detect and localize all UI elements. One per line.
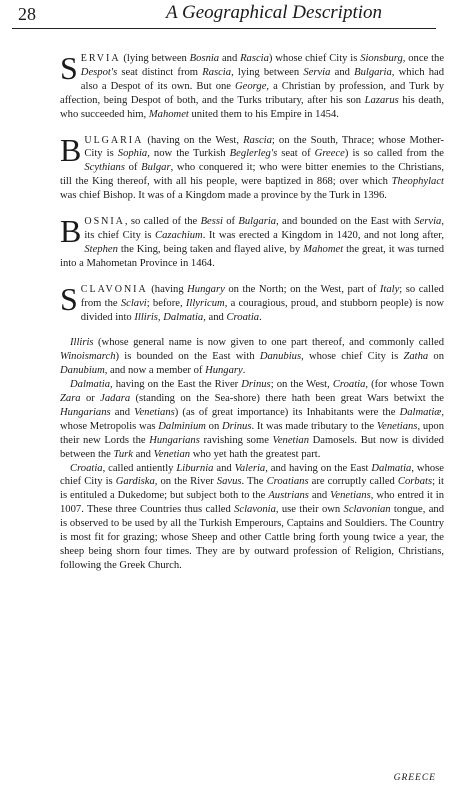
page-number: 28 (18, 4, 36, 24)
text-run: , lying between (231, 66, 304, 78)
text-run: , (for whose Town (365, 379, 444, 391)
text-run: ) is so called from the (344, 148, 444, 160)
text-run: was chief Bishop. It was of a Kingdom made a province by the Turk in 1396. (60, 190, 387, 202)
text-run: ) is bounded on the East with (115, 351, 260, 363)
text-run: , which had also a Despot of its own. But one (80, 66, 445, 92)
italic-text: Dalmatia (371, 462, 412, 474)
text-run: , who entred it in 1007. These three Countries thus called (60, 490, 444, 516)
italic-text: Rascia (243, 134, 272, 146)
italic-text: Bulgaria (238, 216, 277, 228)
paragraph (60, 280, 444, 325)
italic-text: Hungarians (149, 434, 200, 446)
text-run: ; before, (146, 297, 186, 309)
text-run: and (308, 490, 331, 502)
italic-text: Bessi (200, 216, 223, 228)
text-run: on (428, 351, 444, 363)
text-run: ; it is entituled a Dukedome; but subject both to the (60, 476, 444, 502)
italic-text: Sionsburg (360, 53, 403, 64)
text-run: , whose Metropolis was (60, 406, 445, 432)
italic-text: Scythians (84, 162, 125, 174)
italic-text: Mahomet (148, 108, 189, 120)
text-run: Damosels. But now is divided between the (60, 434, 444, 460)
text-run: , and (203, 311, 227, 323)
text-run: ; so called from the (80, 283, 444, 309)
italic-text: Illiris (134, 311, 158, 323)
page-header (12, 0, 436, 29)
text-run: . (259, 311, 262, 323)
italic-text: Rascia (202, 66, 232, 78)
italic-text: Savus (216, 476, 242, 488)
italic-text: Cazachium (155, 229, 203, 241)
italic-text: Valeria (234, 462, 266, 474)
italic-text: Sclavonia (234, 504, 276, 516)
text-run: . (242, 365, 246, 377)
catchword: GREECE (393, 773, 436, 783)
paragraph (60, 215, 444, 271)
italic-text: Gardiska (115, 476, 155, 488)
italic-text: Sophia (117, 148, 148, 160)
text-run: . The (241, 476, 267, 488)
italic-text: Venetian (153, 448, 191, 460)
text-run: (having on the West, (143, 134, 244, 146)
italic-text: Venetians (376, 420, 418, 432)
italic-text: Zatha (403, 351, 429, 363)
text-run: , (157, 311, 164, 323)
italic-text: Hungary (187, 283, 225, 295)
italic-text: Mahomet (303, 243, 344, 255)
italic-text: Drinus (241, 379, 271, 391)
text-run: , and having on the East (265, 462, 372, 474)
text-run: , so called of the (124, 216, 201, 228)
text-run: of (222, 216, 239, 228)
italic-text: Croatia (226, 311, 260, 323)
italic-text: Bosnia (189, 53, 220, 64)
italic-text: Servia (303, 66, 331, 78)
text-run: , on the River (154, 476, 217, 488)
italic-text: Hungarians (60, 406, 111, 418)
italic-text: Venetians (330, 490, 371, 502)
text-run: , a Christian by profession, and Turk by affection, being Despot of both, and the Turks tributary, after his son (60, 80, 445, 106)
text-run: , whose chief City is (301, 351, 404, 363)
italic-text: Venetian (272, 434, 310, 446)
drop-cap: B (60, 213, 82, 250)
text-run: , having on the East the River (110, 379, 242, 391)
text-run: , and now a member of (104, 365, 206, 377)
italic-text: Beglerleg's (229, 148, 278, 160)
text-run: , who conquered it; who were bitter enemies to the Christians, till the King thereof, with all his people, were baptized in 868; over which (60, 162, 444, 188)
text-run: , now the Turkish (147, 148, 230, 160)
italic-text: Zara (60, 393, 81, 405)
text-run: (standing on the Sea-shore) there hath been great Wars betwixt the (130, 393, 444, 405)
italic-text: Greece (314, 148, 345, 160)
italic-text: Bulgar (141, 162, 171, 174)
text-run: the King, being taken and flayed alive, by (117, 243, 304, 255)
italic-text: Venetians (134, 406, 175, 418)
italic-text: Theophylact (391, 176, 444, 188)
text-run: who yet hath the greatest part. (190, 448, 321, 460)
text-run: are corruptly called (308, 476, 398, 488)
italic-text: Dalminium (158, 420, 206, 432)
italic-text: Dalmatia (163, 311, 204, 323)
italic-text: Croatians (266, 476, 309, 488)
italic-text: Croatia (332, 379, 366, 391)
text-run: his death, who succeeded him, (60, 94, 444, 120)
text-run: , called antiently (102, 462, 177, 474)
page-body (60, 52, 444, 573)
italic-text: Despot's (80, 66, 118, 78)
text-run: (whose general name is now given to one part thereof, and commonly called (93, 337, 444, 349)
text-run: (lying between (120, 53, 190, 64)
text-run: (having (147, 283, 188, 295)
italic-text: Lazarus (364, 94, 399, 106)
text-run: of (124, 162, 142, 174)
italic-text: Illyricum (185, 297, 225, 309)
italic-text: Hungary (205, 365, 243, 377)
italic-text: Danubium (60, 365, 105, 377)
text-run: , a couragious, proud, and stubborn people) is now divided into (80, 297, 444, 323)
text-run: the great, it was turned into a Mahometan Province in 1464. (60, 243, 445, 269)
text-run: , once the (402, 53, 445, 64)
text-run: ravishing some (199, 434, 273, 446)
text-run: on the North; on the West, part of (224, 283, 380, 295)
paragraph (60, 131, 445, 204)
text-run: , use their own (275, 504, 344, 516)
text-run: seat distinct from (117, 66, 203, 78)
italic-text: Danubius (259, 351, 302, 363)
text-run: , its chief City is (84, 216, 445, 241)
paragraph (60, 462, 444, 573)
text-run: and (132, 448, 154, 460)
text-run: and (110, 406, 135, 418)
text-run: and (219, 53, 241, 64)
text-run: . It was made tributary to the (251, 420, 377, 432)
italic-text: Sclavi (120, 297, 147, 309)
text-run: , whose chief City is (60, 462, 445, 488)
drop-cap: S (60, 280, 78, 317)
text-run: and (213, 462, 235, 474)
text-run: and (330, 66, 355, 78)
italic-text: Dalmatiæ (399, 406, 442, 418)
lead-word: OSNIA (84, 216, 125, 228)
text-run: ; on the South, Thrace; whose Mother-City is (84, 134, 445, 160)
italic-text: Rascia (240, 53, 269, 64)
italic-text: Dalmatia (70, 379, 111, 391)
paragraph (60, 52, 444, 122)
italic-text: Jadara (100, 393, 131, 405)
text-run: united them to his Empire in 1454. (188, 108, 339, 120)
text-run: tongue, and is observed to be used by all the Turkish Emperours, Captains and Souldiers. The Country is most fit for grazing; whose Sheep and other Cattle bring forth young twice a year, the sheep being shorn four times. They are by outward profession of Religion, Christians, following the Greek Church. (60, 504, 444, 571)
text-run: ; on the West, (270, 379, 333, 391)
lead-word: ULGARIA (84, 134, 144, 146)
text-run: ) (as of great importance) its Inhabitants were the (174, 406, 400, 418)
italic-text: Winoismarch (60, 351, 116, 363)
paragraph (60, 378, 444, 461)
text-run: . It was erected a Kingdom in 1420, and not long after, (202, 229, 444, 241)
lead-word: CLAVONIA (80, 283, 148, 295)
italic-text: Drinus (222, 420, 252, 432)
italic-text: Liburnia (176, 462, 214, 474)
italic-text: Servia (414, 216, 442, 228)
text-run: ) whose chief City is (268, 53, 361, 64)
italic-text: Bulgaria (354, 66, 392, 78)
italic-text: Illiris (70, 337, 94, 349)
drop-cap: S (60, 50, 78, 86)
text-run: on (205, 420, 223, 432)
lead-word: ERVIA (80, 53, 121, 64)
italic-text: Croatia (70, 462, 103, 474)
italic-text: Italy (379, 283, 400, 295)
italic-text: Austrians (268, 490, 309, 502)
running-head: A Geographical Description (165, 2, 382, 23)
italic-text: Stephen (84, 243, 118, 255)
drop-cap: B (60, 131, 82, 168)
text-run: , and bounded on the East with (276, 216, 415, 228)
italic-text: George (235, 80, 267, 92)
italic-text: Turk (113, 448, 133, 460)
text-run: , upon their new Lords the (60, 420, 445, 446)
italic-text: Sclavonian (343, 504, 391, 516)
italic-text: Corbats (397, 476, 433, 488)
paragraph (60, 336, 444, 378)
text-run: or (80, 393, 101, 405)
text-run: seat of (277, 148, 315, 160)
